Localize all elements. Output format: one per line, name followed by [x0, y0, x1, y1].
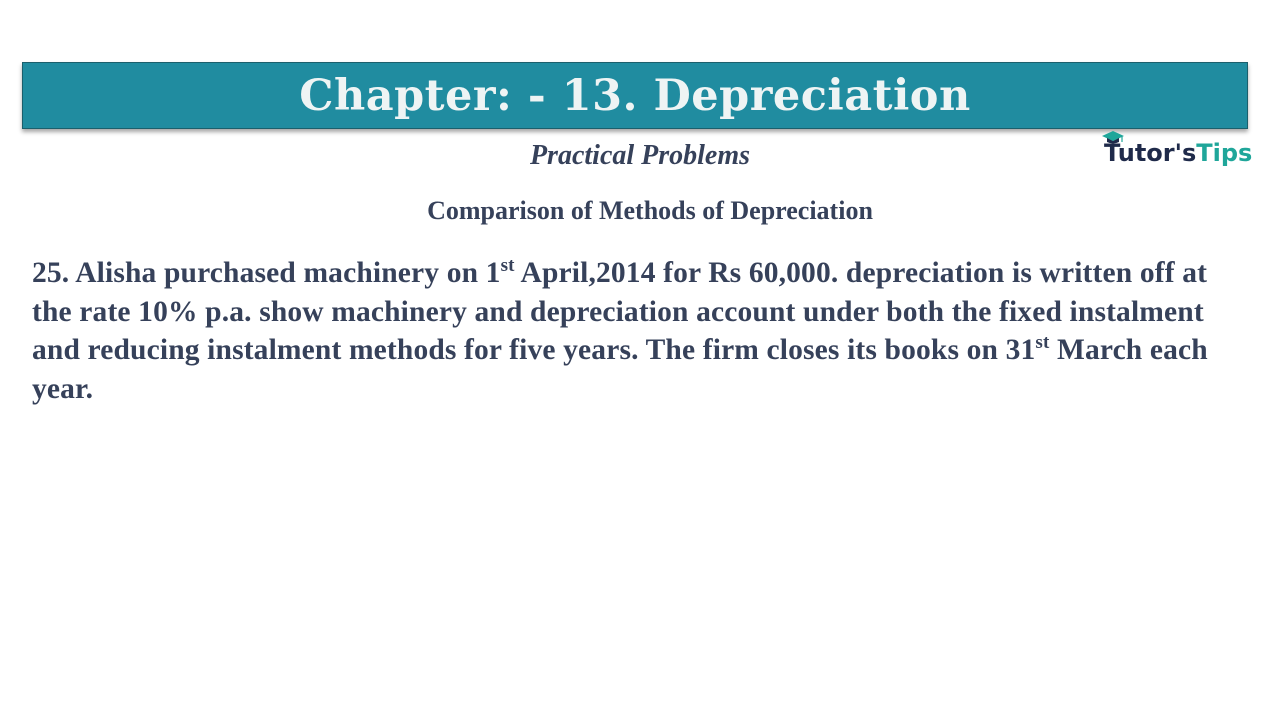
superscript-st: st — [1035, 332, 1050, 353]
chapter-header-bar — [22, 62, 1248, 129]
practical-problems-subtitle: Practical Problems — [529, 140, 751, 171]
logo-word-ips: ips — [1212, 139, 1253, 167]
logo-letter-t2: T — [1196, 139, 1213, 167]
problem-text-2: April,2014 for Rs 60,000. depreciation is written off at the rate 10% p.a. show machinery and depreciation account under both the fixed instalment and reducing instalment methods for five years. The firm closes its books on 31 — [32, 257, 1208, 366]
section-heading: Comparison of Methods of Depreciation — [427, 196, 873, 225]
chapter-title: Chapter: - 13. Depreciation — [299, 70, 971, 121]
logo-letter-t: T — [1104, 139, 1118, 167]
problem-text-1: 25. Alisha purchased machinery on 1 — [32, 257, 501, 289]
superscript-st: st — [500, 255, 515, 276]
problem-statement — [32, 254, 1254, 408]
logo-word-tutors: utor's — [1117, 139, 1197, 167]
problem-text-3: March each year. — [32, 334, 1208, 405]
